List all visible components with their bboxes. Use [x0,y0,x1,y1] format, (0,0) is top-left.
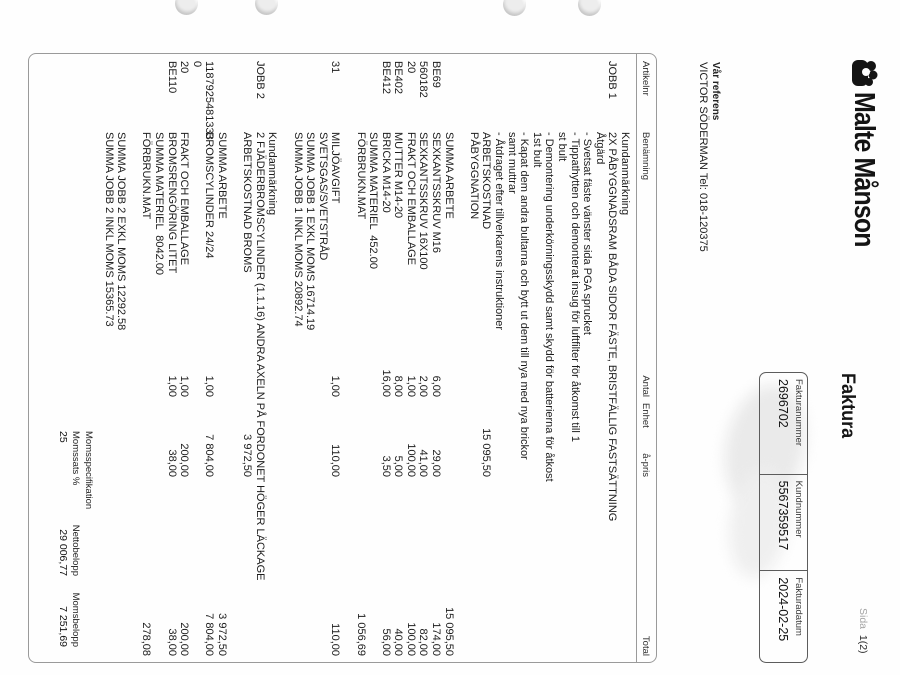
cell-total: 3 972,50 [216,613,228,656]
cell-ben: ARBETSKOSTNAD BROMS [241,132,254,273]
table-row [278,54,291,662]
cell-ben: SVETSGAS/SVETSTRÅD [316,132,329,261]
cell-ben: - Tippathytten och demonterat insug för luftfilter för åtkomst till 1 [568,132,581,442]
page-value: 1(2) [857,634,869,654]
cell-apris: 3,50 [379,455,392,477]
col-total: Total [640,635,651,656]
cell-ben: Kundanmärkning [266,132,279,216]
table-header-row [636,54,656,662]
vat-rate-label: Momssats % [70,431,81,486]
cell-art: BE412 [379,61,392,95]
table-row [140,54,153,662]
table-row [480,54,493,662]
table-row [618,54,631,662]
cell-antal: 1,00 [404,375,417,397]
cell-apris: 110,00 [329,444,342,477]
cell-antal: 2,00 [417,375,430,397]
invoice-date-label: Fakturadatum [793,577,804,636]
cell-antal: 16,00 [379,369,392,397]
cell-ben: PÅBYGGNATION [467,132,480,220]
cell-ben: 2 FJÄDERBROMSCYLINDER (1.1.16) ANDRA AXELN PÅ FORDONET HÖGER LÄCKAGE [253,132,266,581]
table-row [455,54,468,662]
cell-total: 1 056,69 [354,613,367,656]
table-row [606,54,619,662]
cell-ben: st bult [556,132,569,162]
table-row [543,54,556,662]
table-row [228,54,241,662]
cell-total: 56,00 [379,628,392,656]
cell-ben: SUMMA JOBB 2 INKL MOMS 15365.73 [102,132,115,327]
cell-total: 38,00 [165,628,178,656]
cell-ben: SUMMA ARBETE [216,132,228,219]
cell-art: JOBB 2 [253,61,266,99]
table-row [593,54,606,662]
cell-ben: samt muttrar [505,132,518,194]
table-row [492,54,505,662]
cell-ben: BROMSCYLINDER 24/24 [203,132,216,259]
table-row [467,54,480,662]
table-row [329,54,342,662]
cell-ben: SUMMA MATERIEL 8042.00 [153,132,166,276]
cell-ben: MILJÖAVGIFT [329,132,342,204]
cell-art: BE402 [392,61,405,95]
cell-ben: SUMMA JOBB 1 INKL MOMS 20892.74 [291,132,304,327]
cell-total: 15 095,50 [442,607,455,656]
col-apris: å-pris [640,453,651,477]
table-row [354,54,367,662]
cell-apris: 3 972,50 [241,434,254,477]
cell-ben: 1st bult [530,132,543,168]
cell-ben: - Kapat dem andra bultarna och bytt ut dem till nya med nya brickor [518,132,531,460]
table-row [568,54,581,662]
table-row [152,54,165,662]
cell-ben: - Demontering underkörningsskydd samt skydd för batterierna för åtkost [543,132,556,482]
cell-apris: 7 804,00 [203,434,216,477]
cell-art: JOBB 1 [606,61,619,99]
our-reference-value: VICTOR SÖDERMAN Tel: 018-120375 [697,62,709,252]
table-row [253,54,266,662]
punch-hole [255,0,278,15]
vat-amount-value: 7 251,69 [57,606,69,647]
table-row [127,54,140,662]
invoice-number-value: 2696702 [776,379,790,428]
document-title: Faktura [837,373,858,439]
col-antal: Antal [640,375,651,397]
vat-rate-value: 25 [57,431,69,443]
table-row [165,54,178,662]
invoice-info-box [759,372,808,663]
page-label: Sida [857,608,869,630]
col-enhet: Enhet [640,403,651,428]
table-row [291,54,304,662]
table-row [304,54,317,662]
cell-total: 174,00 [430,622,443,656]
cell-total: 7 804,00 [203,613,216,656]
invoice-number-label: Fakturanummer [793,379,804,447]
cell-ben: ARBETSKOSTNAD [480,132,493,230]
invoice-date-value: 2024-02-25 [776,577,790,642]
cell-apris: 15 095,50 [480,428,493,477]
table-row [341,54,354,662]
table-row [203,54,216,662]
cell-apris: 5,00 [392,455,405,477]
vat-spec-title: Momsspecifikation [83,431,94,510]
net-amount-value: 29 006,77 [57,529,69,576]
customer-number-label: Kundnummer [793,480,804,538]
table-row [581,54,594,662]
cell-total: 40,00 [392,628,405,656]
vat-amount-label: Momsbelopp [70,592,81,647]
cell-apris: 200,00 [178,443,191,477]
logo-icon [848,58,878,88]
table-row [392,54,405,662]
our-reference-label: Vår referens [710,62,721,121]
table-row [367,54,380,662]
cell-antal: 1,00 [203,375,216,397]
cell-total: 82,00 [417,628,430,656]
cell-art: 560182 [417,61,430,98]
cell-ben: BROMSRENGÖRING LITET [165,132,178,274]
cell-apris: 29,00 [430,449,443,477]
net-amount-label: Nettobelopp [70,524,81,576]
company-logo-text: Malte Månson [848,92,880,247]
table-row [215,54,228,662]
col-benamning: Benämning [640,132,651,181]
cell-ben: SEXKANTSSKRUV 16X100 [417,132,430,270]
cell-ben: 2X PÅBYGGNADSRAM BÅDA SIDOR FÄSTE, BRISTFÄLLIG FASTSÄTTNING [606,132,619,522]
cell-antal: 6,00 [430,375,443,397]
cell-art: 1187925481333 [203,61,216,140]
table-row [518,54,531,662]
cell-apris: 38,00 [165,449,178,477]
invoice-date-cell [760,570,807,662]
table-row [379,54,392,662]
table-row [430,54,443,662]
table-row [404,54,417,662]
cell-ben: - Svetsat fäste vänster sida PGA sprucket [581,132,594,335]
cell-art: 0 [190,61,203,68]
cell-ben: BRICKA M14-20 [379,132,392,213]
cell-art: 31 [329,61,342,74]
col-artikelnr: Artikelnr [640,61,651,96]
cell-art: BE69 [430,61,443,88]
cell-ben: FRAKT OCH EMBALLAGE [404,132,417,266]
cell-antal: 1,00 [329,375,342,397]
invoice-number-cell [760,373,807,474]
table-row [417,54,430,662]
cell-ben: FÖRBRUKN.MAT [140,132,153,220]
cell-apris: 100,00 [404,443,417,477]
page-indicator [857,608,869,654]
table-row [266,54,279,662]
cell-ben: Kundanmärkning [619,132,631,216]
table-row [316,54,329,662]
table-row [115,54,128,662]
table-row [505,54,518,662]
cell-ben: - Åtdraget efter tillverkarens instruktioner [493,132,506,331]
cell-art: BE110 [165,61,178,94]
cell-ben: SUMMA JOBB 1 EXKL MOMS 16714.19 [304,132,317,331]
cell-ben: MUTTER M14-20 [392,132,405,219]
customer-number-value: 5567359517 [776,480,790,551]
table-row [190,54,203,662]
cell-art: 20 [404,61,417,74]
cell-art: 20 [178,61,191,74]
punch-hole [578,0,601,16]
cell-apris: 41,00 [417,449,430,477]
table-row [442,54,455,662]
cell-total: 100,00 [404,622,417,656]
punch-hole [175,0,198,15]
cell-ben: SUMMA ARBETE [442,132,455,219]
table-rows [102,54,631,662]
cell-ben: FRAKT OCH EMBALLAGE [178,132,191,266]
cell-total: 110,00 [329,623,342,656]
table-row [241,54,254,662]
cell-ben: FÖRBRUKN.MAT [354,132,367,220]
cell-antal: 8,00 [392,375,405,397]
cell-ben: SUMMA MATERIEL 452.00 [367,132,380,269]
table-row [178,54,191,662]
cell-total: 200,00 [178,622,191,656]
table-row [530,54,543,662]
customer-number-cell [760,474,807,571]
line-items-table [28,53,657,663]
table-row [555,54,568,662]
punch-hole [503,0,526,16]
cell-ben: Åtgärd [593,132,606,165]
cell-antal: 1,00 [178,375,191,397]
cell-total: 278,08 [140,622,153,656]
cell-ben: SEXKANTSSKRUV M16 [430,132,443,254]
cell-antal: 1,00 [165,375,178,397]
cell-ben: SUMMA JOBB 2 EXKL MOMS 12292.58 [115,132,128,331]
table-row [102,54,115,662]
